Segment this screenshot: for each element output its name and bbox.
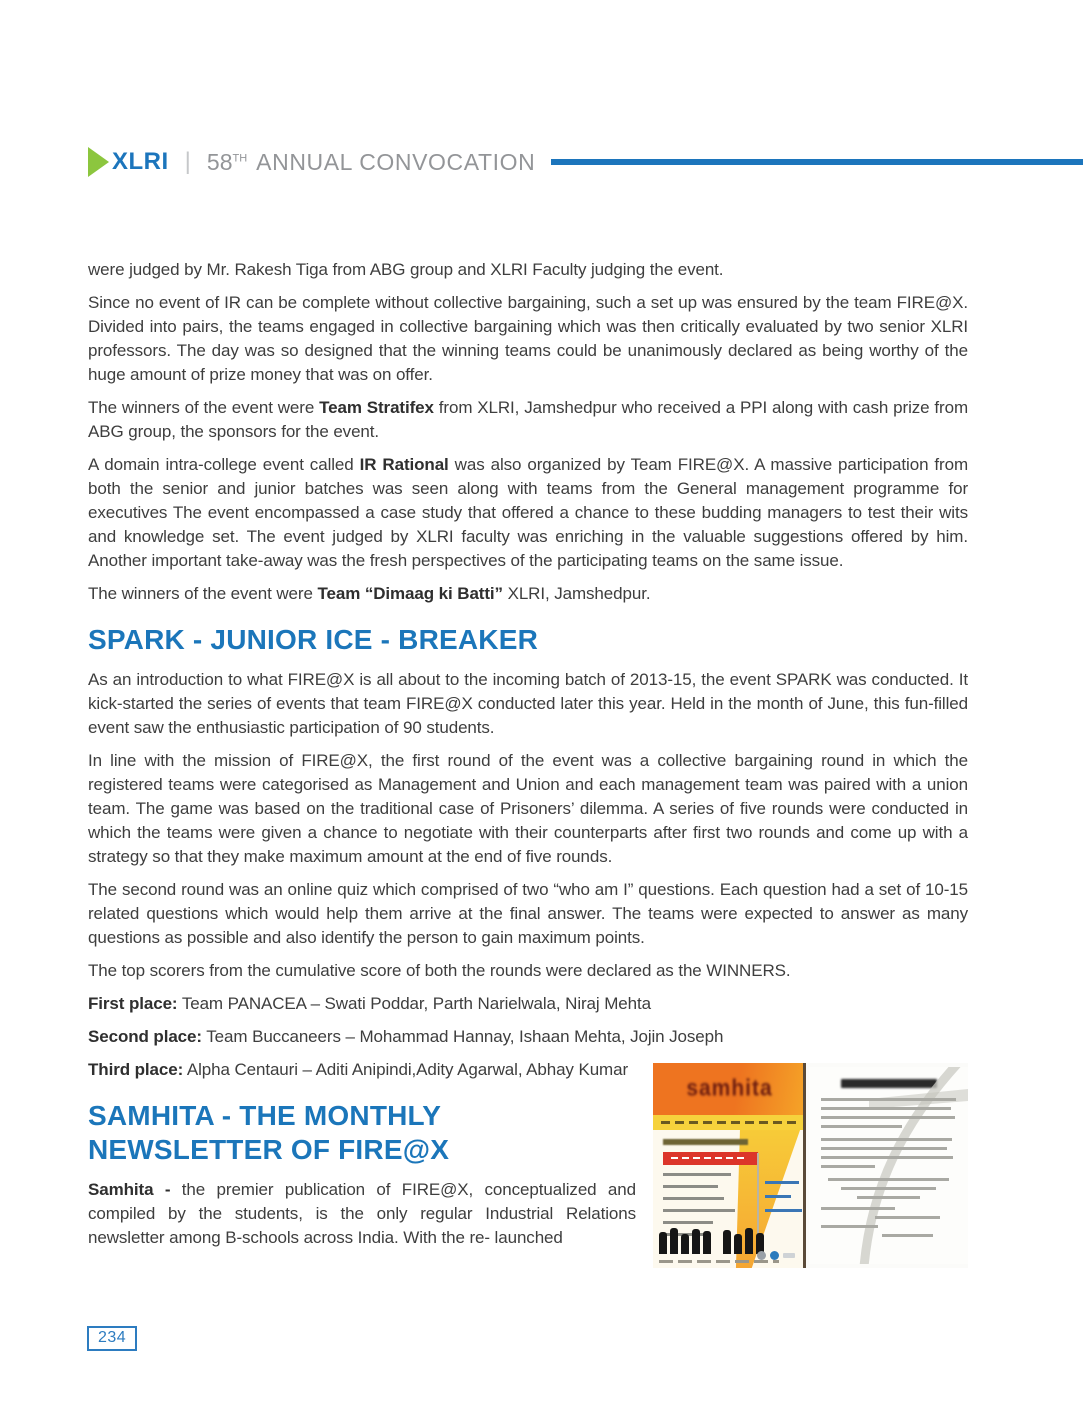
paragraph-samhita: Samhita - the premier publication of FIRE@X, conceptualized and compiled by the students, is the only regular Industrial Relations newsletter among B-schools across India. With the re- launched bbox=[88, 1180, 637, 1247]
letter-text-lines bbox=[809, 1098, 968, 1237]
crowd-silhouette bbox=[659, 1224, 779, 1254]
team-stratifex-bold: Team Stratifex bbox=[319, 398, 434, 417]
third-place-line: Third place: Alpha Centauri – Aditi Anipindi,Adity Agarwal, Abhay Kumar bbox=[88, 1060, 629, 1079]
paragraph-spark-intro: As an introduction to what FIRE@X is all about to the incoming batch of 2013-15, the event SPARK was conducted. It kick-started the series of events that team FIRE@X conducted later this year. Held in the month of June, this fun-filled event saw the enthusiastic participation of 90 students. bbox=[88, 670, 968, 737]
masthead-text: samhita bbox=[686, 1075, 773, 1102]
paragraph-judged: were judged by Mr. Rakesh Tiga from ABG group and XLRI Faculty judging the event. bbox=[88, 260, 724, 279]
newsletter-letter-page bbox=[809, 1067, 968, 1264]
paragraph-dimaag: The winners of the event were Team “Dimaag ki Batti” XLRI, Jamshedpur. bbox=[88, 584, 651, 603]
paragraph-bargaining: Since no event of IR can be complete without collective bargaining, such a set up was ensured by the team FIRE@X. Divided into pairs, the teams engaged in collective bargaining which was then critically evaluated by two senior XLRI professors. The day was so designed that the winning teams could be unanimously declared as being worthy of the huge amount of prize money that was on offer. bbox=[88, 293, 968, 384]
cover-blue-lines bbox=[765, 1181, 803, 1223]
header-separator: | bbox=[184, 148, 191, 175]
edition-number: 58TH bbox=[206, 148, 248, 175]
edition-suffix: TH bbox=[232, 151, 248, 164]
spark-section-heading: SPARK - JUNIOR ICE - BREAKER bbox=[88, 624, 539, 655]
crowd-caption-dashes bbox=[659, 1260, 779, 1263]
first-place-line: First place: Team PANACEA – Swati Poddar, Parth Narielwala, Niraj Mehta bbox=[88, 994, 651, 1013]
paragraph-stratifex: The winners of the event were Team Stratifex from XLRI, Jamshedpur who received a PPI along with cash prize from ABG group, the sponsors for the event. bbox=[88, 398, 969, 441]
ir-rational-bold: IR Rational bbox=[359, 455, 449, 474]
cover-masthead-band bbox=[653, 1063, 806, 1115]
cover-red-banner bbox=[663, 1152, 758, 1165]
page-number-badge: 234 bbox=[87, 1326, 137, 1351]
paragraph-top-scorers: The top scorers from the cumulative score of both the rounds were declared as the WINNERS. bbox=[88, 961, 791, 980]
paragraph-spark-round1: In line with the mission of FIRE@X, the first round of the event was a collective bargaining round in which the registered teams were categorised as Management and Union and each management team was paired with a union team. The game was based on the traditional case of Prisoners’ dilemma. A series of five rounds were conducted in which the teams were given a chance to negotiate with their counterparts after first two rounds and come up with a strategy so that they make maximum amount at the end of five rounds. bbox=[88, 751, 968, 866]
team-dimaag-bold: Team “Dimaag ki Batti” bbox=[317, 584, 503, 603]
header-title: ANNUAL CONVOCATION bbox=[256, 148, 536, 175]
samhita-newsletter-figure bbox=[653, 1063, 968, 1268]
header-rule bbox=[551, 159, 1083, 165]
cover-mini-logos bbox=[757, 1251, 795, 1260]
main-text-column bbox=[88, 258, 968, 1278]
arrow-right-icon bbox=[88, 147, 109, 177]
paragraph-ir-rational: A domain intra-college event called IR Rational was also organized by Team FIRE@X. A massive participation from both the senior and junior batches was seen along with teams from the General management programme for executives The event encompassed a case study that offered a chance to these budding managers to test their wits and knowledge set. The event judged by XLRI faculty was enriching in the valuable suggestions offered by him. Another important take-away was the fresh perspectives of the participating teams on the same issue. bbox=[88, 455, 969, 570]
second-place-label: Second place: bbox=[88, 1027, 202, 1046]
first-place-label: First place: bbox=[88, 994, 178, 1013]
xlri-logo: XLRI bbox=[112, 148, 169, 175]
cover-yellow-band bbox=[653, 1115, 806, 1130]
newsletter-cover-page bbox=[653, 1063, 806, 1268]
paragraph-spark-round2: The second round was an online quiz which comprised of two “who am I” questions. Each question had a set of 10-15 related questions which would help them arrive at the final answer. The teams were expected to answer as many questions as possible and also identify the person to gain maximum points. bbox=[88, 880, 968, 947]
samhita-bold: Samhita - bbox=[88, 1180, 182, 1199]
samhita-section-heading: SAMHITA - THE MONTHLY NEWSLETTER OF FIRE@X bbox=[88, 1100, 450, 1165]
page-header bbox=[88, 144, 1083, 180]
cover-toc-title bbox=[663, 1139, 748, 1145]
third-place-label: Third place: bbox=[88, 1060, 184, 1079]
second-place-line: Second place: Team Buccaneers – Mohammad Hannay, Ishaan Mehta, Jojin Joseph bbox=[88, 1027, 724, 1046]
